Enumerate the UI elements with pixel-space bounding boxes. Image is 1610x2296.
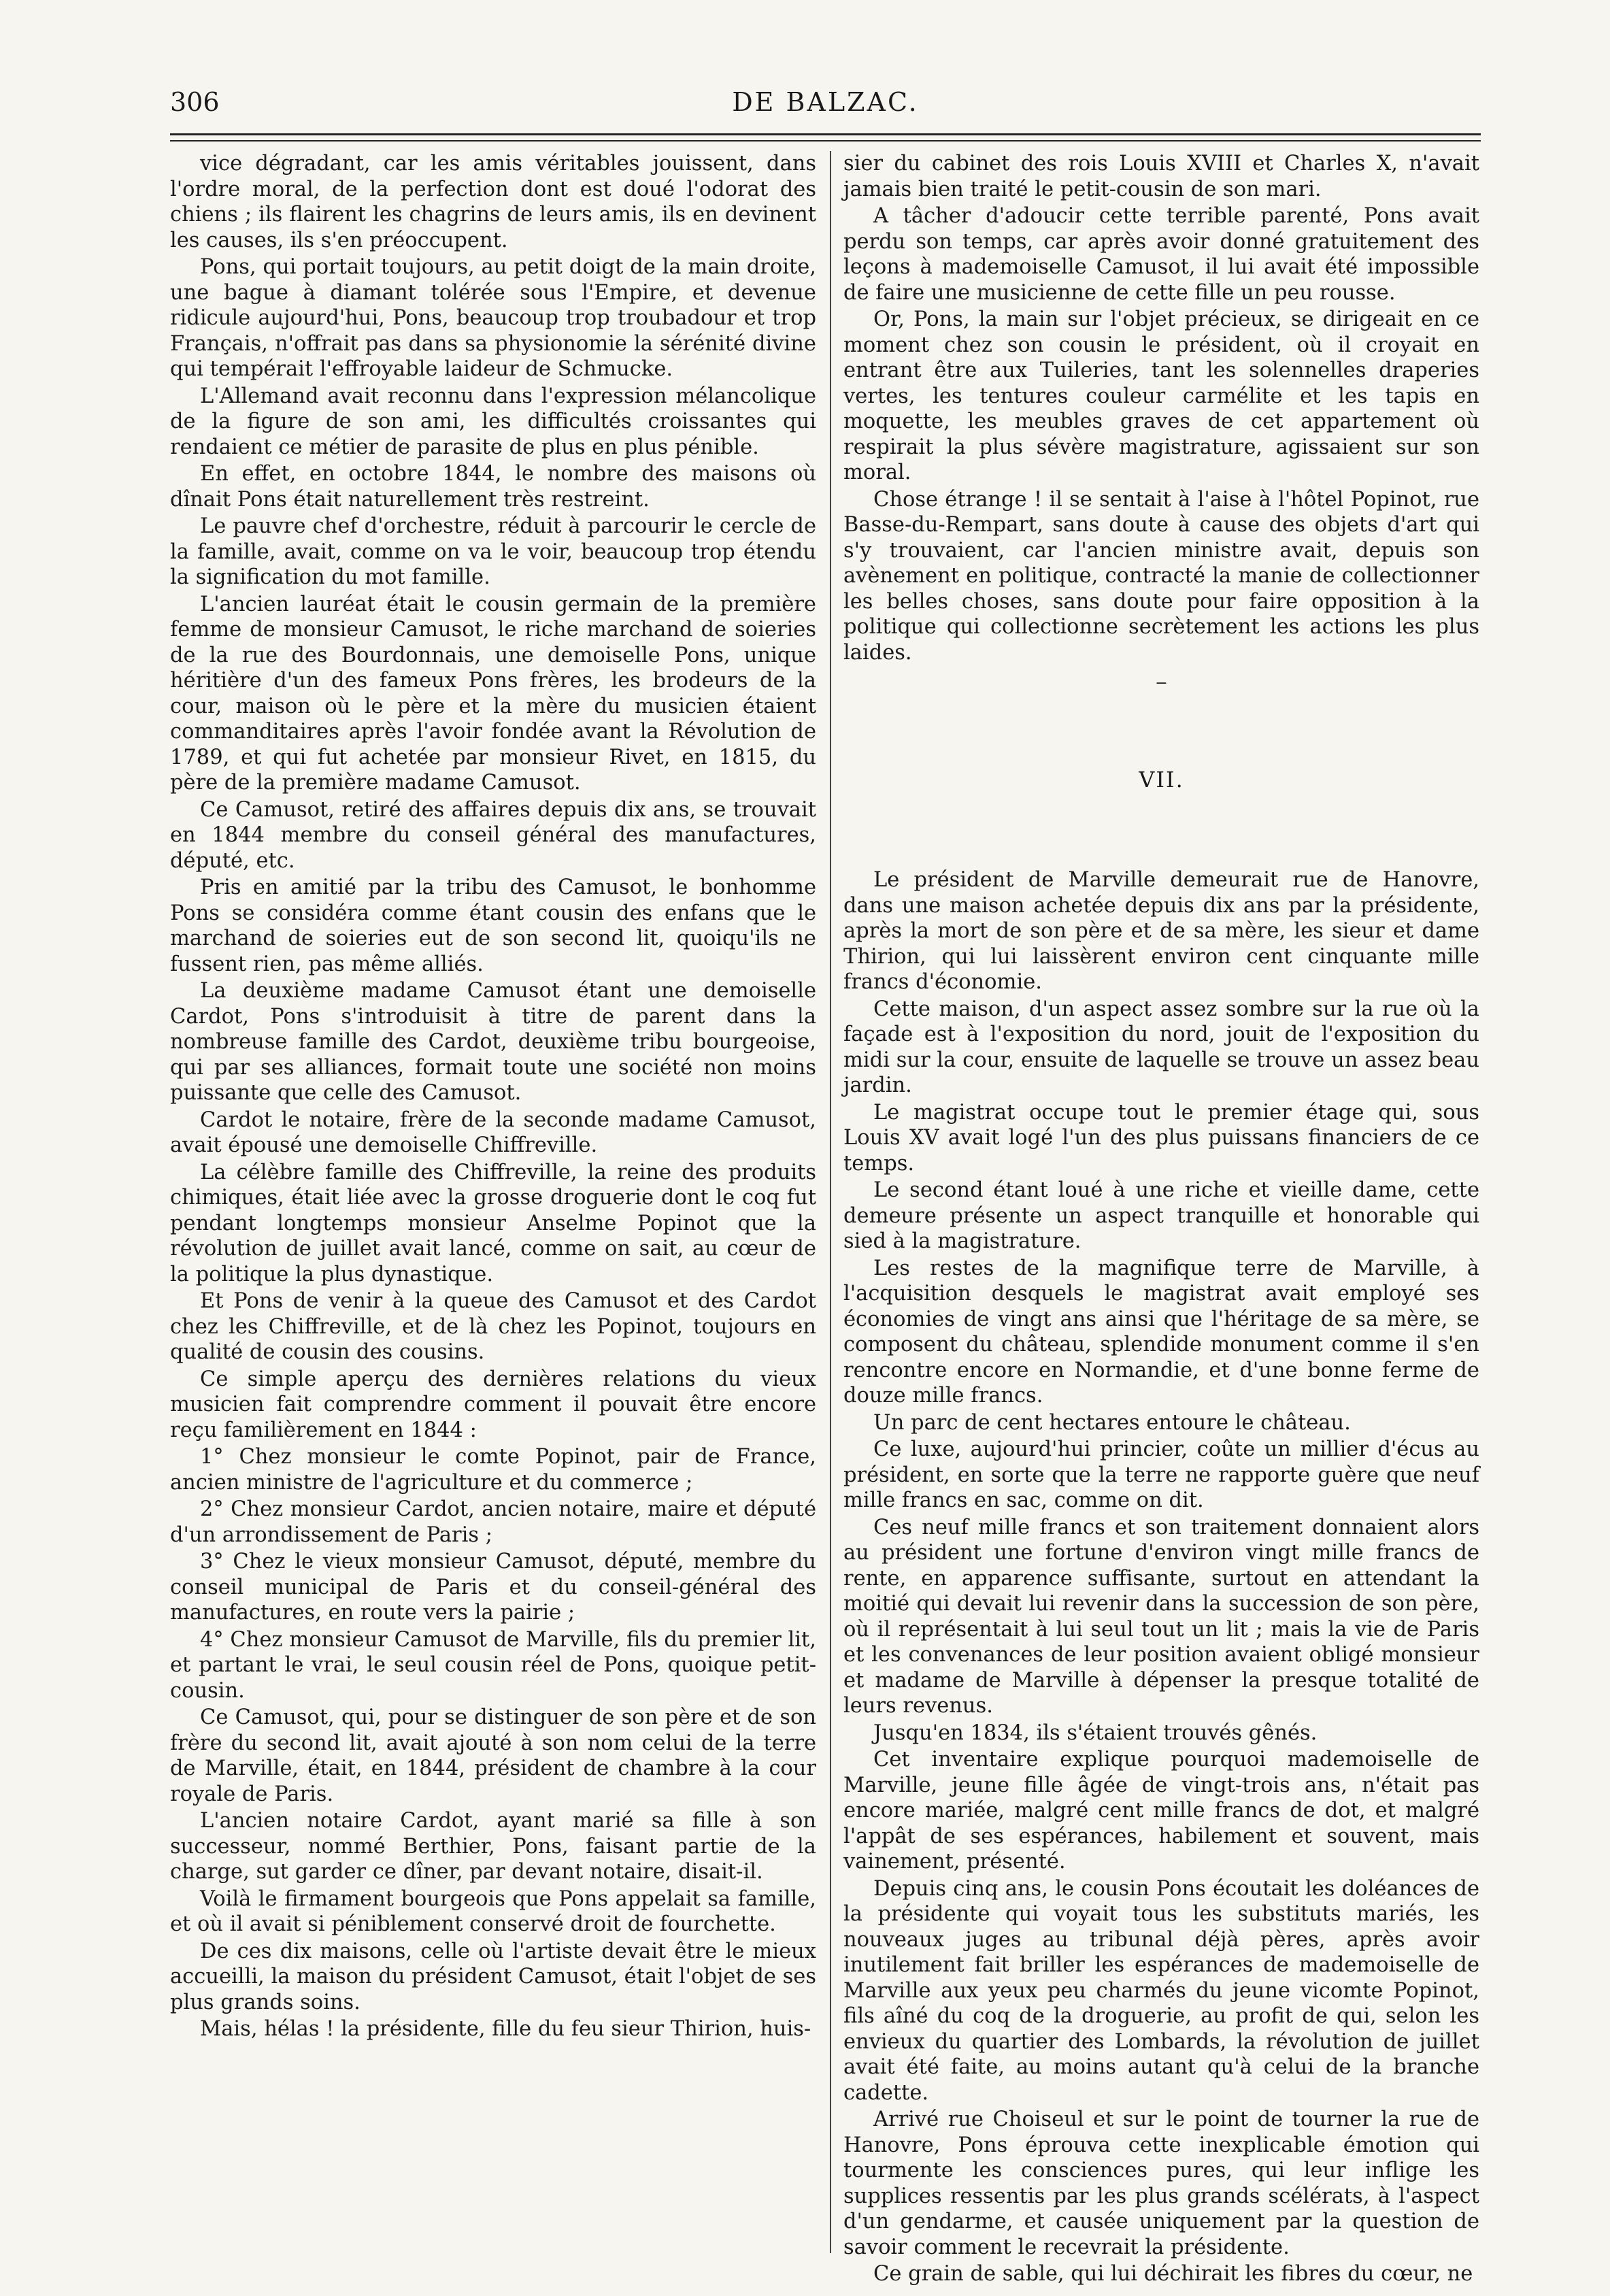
chapter-heading: VII. [1139, 767, 1184, 793]
paragraph: Or, Pons, la main sur l'objet précieux, se dirigeait en ce moment chez son cousin le président, où il croyait en entrant être aux Tuileries, tant les solennelles draperies vertes, les tentures couleur carmélite et les tapis en moquette, les meubles graves de cet appartement où respirait la plus sévère magistrature, agissaient sur son moral. [843, 307, 1479, 484]
list-item: 4° Chez monsieur Camusot de Marville, fils du premier lit, et partant le vrai, le seul cousin réel de Pons, quoique petit-cousin. [170, 1627, 816, 1703]
paragraph: Et Pons de venir à la queue des Camusot et des Cardot chez les Chiffreville, et de là chez les Popinot, toujours en qualité de cousin des cousins. [170, 1289, 816, 1364]
paragraph: Ce Camusot, qui, pour se distinguer de son père et de son frère du second lit, avait ajouté à son nom celui de la terre de Marville, était, en 1844, président de chambre à la cour royale de Paris. [170, 1706, 816, 1806]
paragraph: Cardot le notaire, frère de la seconde madame Camusot, avait épousé une demoiselle Chiffreville. [170, 1108, 816, 1157]
paragraph: Ce grain de sable, qui lui déchirait les fibres du cœur, ne [873, 2262, 1473, 2286]
running-head: DE BALZAC. [732, 87, 919, 117]
paragraph: sier du cabinet des rois Louis XVIII et Charles X, n'avait jamais bien traité le petit-cousin de son mari. [843, 152, 1479, 201]
paragraph: Cet inventaire explique pourquoi mademoiselle de Marville, jeune fille âgée de vingt-trois ans, n'était pas encore mariée, malgré cent mille francs de dot, et malgré l'appât de ses espérances, habilement et souvent, mais vainement, présenté. [843, 1748, 1479, 1874]
paragraph: Le magistrat occupe tout le premier étage qui, sous Louis XV avait logé l'un des plus puissans financiers de ce temps. [843, 1100, 1479, 1176]
paragraph: De ces dix maisons, celle où l'artiste devait être le mieux accueilli, la maison du président Camusot, était l'objet de ses plus grands soins. [170, 1939, 816, 2014]
paragraph: Mais, hélas ! la présidente, fille du feu sieur Thirion, huis- [200, 2017, 811, 2041]
list-item: 3° Chez le vieux monsieur Camusot, député, membre du conseil municipal de Paris et du conseil-général des manufactures, en route vers la pairie ; [170, 1550, 816, 1625]
list-item: 1° Chez monsieur le comte Popinot, pair de France, ancien ministre de l'agriculture et du commerce ; [170, 1445, 816, 1495]
right-column [843, 151, 1479, 2286]
paragraph: Chose étrange ! il se sentait à l'aise à l'hôtel Popinot, rue Basse-du-Rempart, sans doute à cause des objets d'art qui s'y trouvaient, car l'ancien ministre avait, depuis son avènement en politique, contracté la manie de collectionner les belles choses, sans doute pour faire opposition à la politique qui collectionne secrètement les actions les plus laides. [843, 487, 1479, 665]
paragraph: Ce simple aperçu des dernières relations du vieux musicien fait comprendre comment il pouvait être encore reçu familièrement en 1844 : [170, 1367, 816, 1442]
paragraph: vice dégradant, car les amis véritables jouissent, dans l'ordre moral, de la perfection dont est doué l'odorat des chiens ; ils flairent les chagrins de leurs amis, ils en devinent les causes, ils s'en préoccupent. [170, 152, 816, 252]
paragraph: Les restes de la magnifique terre de Marville, à l'acquisition desquels le magistrat avait employé ses économies de vingt ans ainsi que l'héritage de sa mère, se composent du château, splendide monument comme il s'en rencontre encore en Normandie, et d'une bonne ferme de douze mille francs. [843, 1256, 1479, 1408]
paragraph: Voilà le firmament bourgeois que Pons appelait sa famille, et où il avait si péniblement conservé droit de fourchette. [170, 1886, 816, 1936]
paragraph: Ces neuf mille francs et son traitement donnaient alors au président une fortune d'environ vingt mille francs de rente, en apparence suffisante, surtout en attendant la moitié qui devait lui revenir dans la succession de son père, où il représentait à lui seul tout un lit ; mais la vie de Paris et les convenances de leur position avaient obligé monsieur et madame de Marville à dépenser la presque totalité de leurs revenus. [843, 1515, 1479, 1718]
paragraph: Jusqu'en 1834, ils s'étaient trouvés gênés. [873, 1720, 1318, 1745]
paragraph: Pris en amitié par la tribu des Camusot, le bonhomme Pons se considéra comme étant cousin des enfans que le marchand de soieries eut de son second lit, quoiqu'ils ne fussent rien, pas même alliés. [170, 876, 816, 976]
left-column [170, 151, 816, 2260]
paragraph: Le président de Marville demeurait rue de Hanovre, dans une maison achetée depuis dix ans par la présidente, après la mort de son père et de sa mère, les sieur et dame Thirion, qui lui laissèrent environ cent cinquante mille francs d'économie. [843, 868, 1479, 994]
paragraph: Arrivé rue Choiseul et sur le point de tourner la rue de Hanovre, Pons éprouva cette inexplicable émotion qui tourmente les consciences pures, qui leur inflige les supplices ressentis par les plus grands scélérats, à l'aspect d'un gendarme, et causée uniquement par la question de savoir comment le recevrait la présidente. [843, 2108, 1479, 2259]
paragraph: Cette maison, d'un aspect assez sombre sur la rue où la façade est à l'exposition du nord, jouit de l'exposition du midi sur la cour, ensuite de laquelle se trouve un assez beau jardin. [843, 997, 1479, 1097]
paragraph: L'Allemand avait reconnu dans l'expression mélancolique de la figure de son ami, les difficultés croissantes qui rendaient ce métier de parasite de plus en plus pénible. [170, 384, 816, 459]
paragraph: Ce luxe, aujourd'hui princier, coûte un millier d'écus au président, en sorte que la terre ne rapporte guère que neuf mille francs en sac, comme on dit. [843, 1437, 1479, 1512]
paragraph: Un parc de cent hectares entoure le château. [873, 1410, 1351, 1435]
paragraph: Le pauvre chef d'orchestre, réduit à parcourir le cercle de la famille, avait, comme on va le voir, beaucoup trop étendu la signification du mot famille. [170, 514, 816, 589]
paragraph: Pons, qui portait toujours, au petit doigt de la main droite, une bague à diamant tolérée sous l'Empire, et devenue ridicule aujourd'hui, Pons, beaucoup trop troubadour et trop Français, n'offrait pas dans sa physionomie la sérénité divine qui tempérait l'effroyable laideur de Schmucke. [170, 255, 816, 381]
header-rule-thin [170, 140, 1481, 142]
paragraph: En effet, en octobre 1844, le nombre des maisons où dînait Pons était naturellement très restreint. [170, 462, 816, 512]
paragraph: La deuxième madame Camusot étant une demoiselle Cardot, Pons s'introduisit à titre de parent dans la nombreuse famille des Cardot, deuxième tribu bourgeoise, qui par ses alliances, formait toute une société non moins puissante que celle des Camusot. [170, 979, 816, 1105]
paragraph: Ce Camusot, retiré des affaires depuis dix ans, se trouvait en 1844 membre du conseil général des manufactures, député, etc. [170, 797, 816, 873]
section-separator: − [1155, 675, 1168, 692]
page-number: 306 [170, 87, 220, 117]
column-divider [830, 151, 831, 2253]
paragraph: Depuis cinq ans, le cousin Pons écoutait les doléances de la présidente qui voyait tous les substituts mariés, les nouveaux juges au tribunal déjà pères, après avoir inutilement fait briller les espérances de mademoiselle de Marville aux yeux peu charmés du jeune vicomte Popinot, fils aîné du coq de la droguerie, au profit de qui, selon les envieux du quartier des Lombards, la révolution de juillet avait été faite, au moins autant qu'à celui de la branche cadette. [843, 1876, 1479, 2105]
paragraph: L'ancien notaire Cardot, ayant marié sa fille à son successeur, nommé Berthier, Pons, faisant partie de la charge, sut garder ce dîner, par devant notaire, disait-il. [170, 1809, 816, 1884]
paragraph: La célèbre famille des Chiffreville, la reine des produits chimiques, était liée avec la grosse droguerie dont le coq fut pendant longtemps monsieur Anselme Popinot que la révolution de juillet avait lancé, comme on sait, au cœur de la politique la plus dynastique. [170, 1160, 816, 1286]
paragraph: L'ancien lauréat était le cousin germain de la première femme de monsieur Camusot, le riche marchand de soieries de la rue des Bourdonnais, une demoiselle Pons, unique héritière d'un des fameux Pons frères, les brodeurs de la cour, maison où le père et la mère du musicien étaient commanditaires après l'avoir fondée avant la Révolution de 1789, et qui fut achetée par monsieur Rivet, en 1815, du père de la première madame Camusot. [170, 592, 816, 795]
paragraph: Le second étant loué à une riche et vieille dame, cette demeure présente un aspect tranquille et honorable qui sied à la magistrature. [843, 1178, 1479, 1253]
paragraph: A tâcher d'adoucir cette terrible parenté, Pons avait perdu son temps, car après avoir donné gratuitement des leçons à mademoiselle Camusot, il lui avait été impossible de faire une musicienne de cette fille un peu rousse. [843, 204, 1479, 305]
header-rule [170, 133, 1481, 135]
page-header [170, 87, 1481, 128]
list-item: 2° Chez monsieur Cardot, ancien notaire, maire et député d'un arrondissement de Paris ; [170, 1497, 816, 1547]
